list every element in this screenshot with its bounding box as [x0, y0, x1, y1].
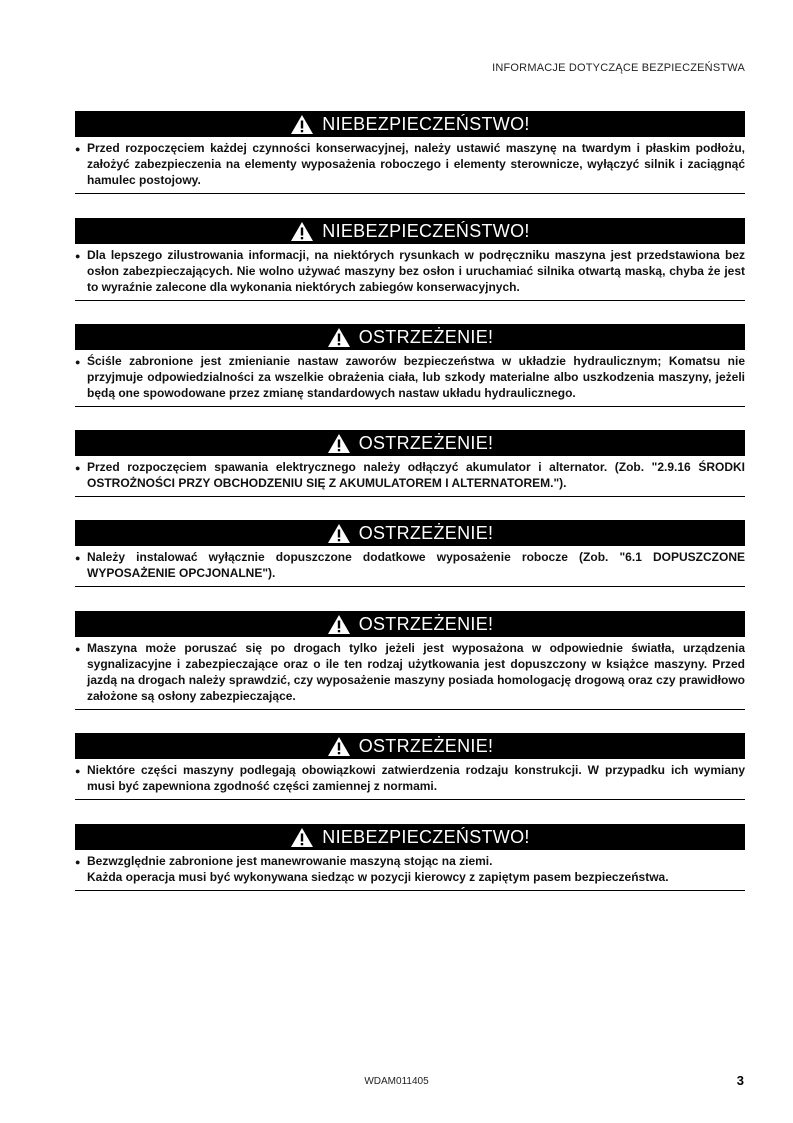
warning-triangle-icon [290, 114, 314, 135]
danger-bar [75, 218, 745, 244]
block-title: OSTRZEŻENIE! [358, 736, 494, 756]
warning-bar [75, 733, 745, 759]
danger-block [75, 824, 745, 891]
item-text: Maszyna może poruszać się po drogach tylko jeżeli jest wyposażona w odpowiednie światła, urządzenia sygnalizacyjne i zabezpieczające oraz o ile ten rodzaj użytkowania jest dopuszczony w książce maszyny. Przed jazdą na drogach należy sprawdzić, czy wyposażenie maszyny posiada homologację drogową oraz czy prawidłowo założone są osłony zabezpieczające. [87, 641, 745, 703]
bullet-icon: ● [75, 857, 81, 867]
warning-triangle-icon [327, 433, 351, 454]
page-header: INFORMACJE DOTYCZĄCE BEZPIECZEŃSTWA [492, 62, 745, 74]
bullet-icon: ● [75, 463, 81, 473]
block-body [75, 244, 745, 301]
list-item [75, 549, 745, 581]
block-body [75, 546, 745, 587]
warning-bar [75, 611, 745, 637]
document-code: WDAM011405 [364, 1076, 429, 1087]
item-text: Przed rozpoczęciem spawania elektrycznego należy odłączyć akumulator i alternator. (Zob. "2.9.16 ŚRODKI OSTROŻNOŚCI PRZY OBCHODZENIU SIĘ Z AKUMULATOREM I ALTERNATOREM."). [87, 460, 745, 490]
bullet-icon: ● [75, 766, 81, 776]
warning-triangle-icon [290, 827, 314, 848]
block-body [75, 759, 745, 800]
list-item [75, 353, 745, 401]
warning-block [75, 520, 745, 587]
block-title: NIEBEZPIECZEŃSTWO! [322, 114, 530, 134]
warning-bar [75, 430, 745, 456]
warning-block [75, 611, 745, 710]
danger-block [75, 218, 745, 301]
bullet-icon: ● [75, 251, 81, 261]
warning-block [75, 324, 745, 407]
block-body [75, 137, 745, 194]
list-item [75, 459, 745, 491]
list-item [75, 853, 745, 885]
danger-bar [75, 824, 745, 850]
bullet-icon: ● [75, 553, 81, 563]
warning-block [75, 733, 745, 800]
item-text [87, 853, 745, 885]
item-line: Bezwzględnie zabronione jest manewrowanie maszyną stojąc na ziemi. [87, 854, 493, 868]
warning-triangle-icon [290, 221, 314, 242]
danger-block [75, 111, 745, 194]
warning-triangle-icon [327, 736, 351, 757]
bullet-icon: ● [75, 144, 81, 154]
warning-bar [75, 520, 745, 546]
block-body [75, 456, 745, 497]
list-item [75, 640, 745, 704]
page-number: 3 [736, 1073, 744, 1088]
warning-triangle-icon [327, 523, 351, 544]
block-title: OSTRZEŻENIE! [358, 614, 494, 634]
warning-triangle-icon [327, 327, 351, 348]
bullet-icon: ● [75, 357, 81, 367]
warning-bar [75, 324, 745, 350]
item-text: Przed rozpoczęciem każdej czynności konserwacyjnej, należy ustawić maszynę na twardym i płaskim podłożu, założyć zabezpieczenia na elementy wyposażenia roboczego i elementy sterownicze, wyłączyć silnik i zaciągnąć hamulec postojowy. [87, 141, 745, 187]
block-body [75, 350, 745, 407]
warning-triangle-icon [327, 614, 351, 635]
block-title: NIEBEZPIECZEŃSTWO! [322, 827, 530, 847]
block-title: OSTRZEŻENIE! [358, 433, 494, 453]
list-item [75, 762, 745, 794]
item-line: Każda operacja musi być wykonywana siedząc w pozycji kierowcy z zapiętym pasem bezpieczeństwa. [87, 870, 669, 884]
list-item [75, 140, 745, 188]
item-text: Niektóre części maszyny podlegają obowiązkowi zatwierdzenia rodzaju konstrukcji. W przypadku ich wymiany musi być zapewniona zgodność części zamiennej z normami. [87, 763, 745, 793]
block-title: OSTRZEŻENIE! [358, 327, 494, 347]
block-body [75, 850, 745, 891]
list-item [75, 247, 745, 295]
block-title: OSTRZEŻENIE! [358, 523, 494, 543]
item-text: Dla lepszego zilustrowania informacji, na niektórych rysunkach w podręczniku maszyna jest przedstawiona bez osłon zabezpieczających. Nie wolno używać maszyny bez osłon i uruchamiać silnika otwartą maską, chyba że jest to wyraźnie zalecone dla wykonania niektórych zabiegów konserwacyjnych. [87, 248, 745, 294]
danger-bar [75, 111, 745, 137]
block-body [75, 637, 745, 710]
item-text: Należy instalować wyłącznie dopuszczone dodatkowe wyposażenie robocze (Zob. "6.1 DOPUSZCZONE WYPOSAŻENIE OPCJONALNE"). [87, 550, 745, 580]
warning-block [75, 430, 745, 497]
bullet-icon: ● [75, 644, 81, 654]
block-title: NIEBEZPIECZEŃSTWO! [322, 221, 530, 241]
item-text: Ściśle zabronione jest zmienianie nastaw zaworów bezpieczeństwa w układzie hydraulicznym; Komatsu nie przyjmuje odpowiedzialności za wszelkie obrażenia ciała, lub szkody materialne albo uszkodzenia maszyny, jeżeli będą one spowodowane przez zmianę standardowych nastaw układu hydraulicznego. [87, 354, 745, 400]
